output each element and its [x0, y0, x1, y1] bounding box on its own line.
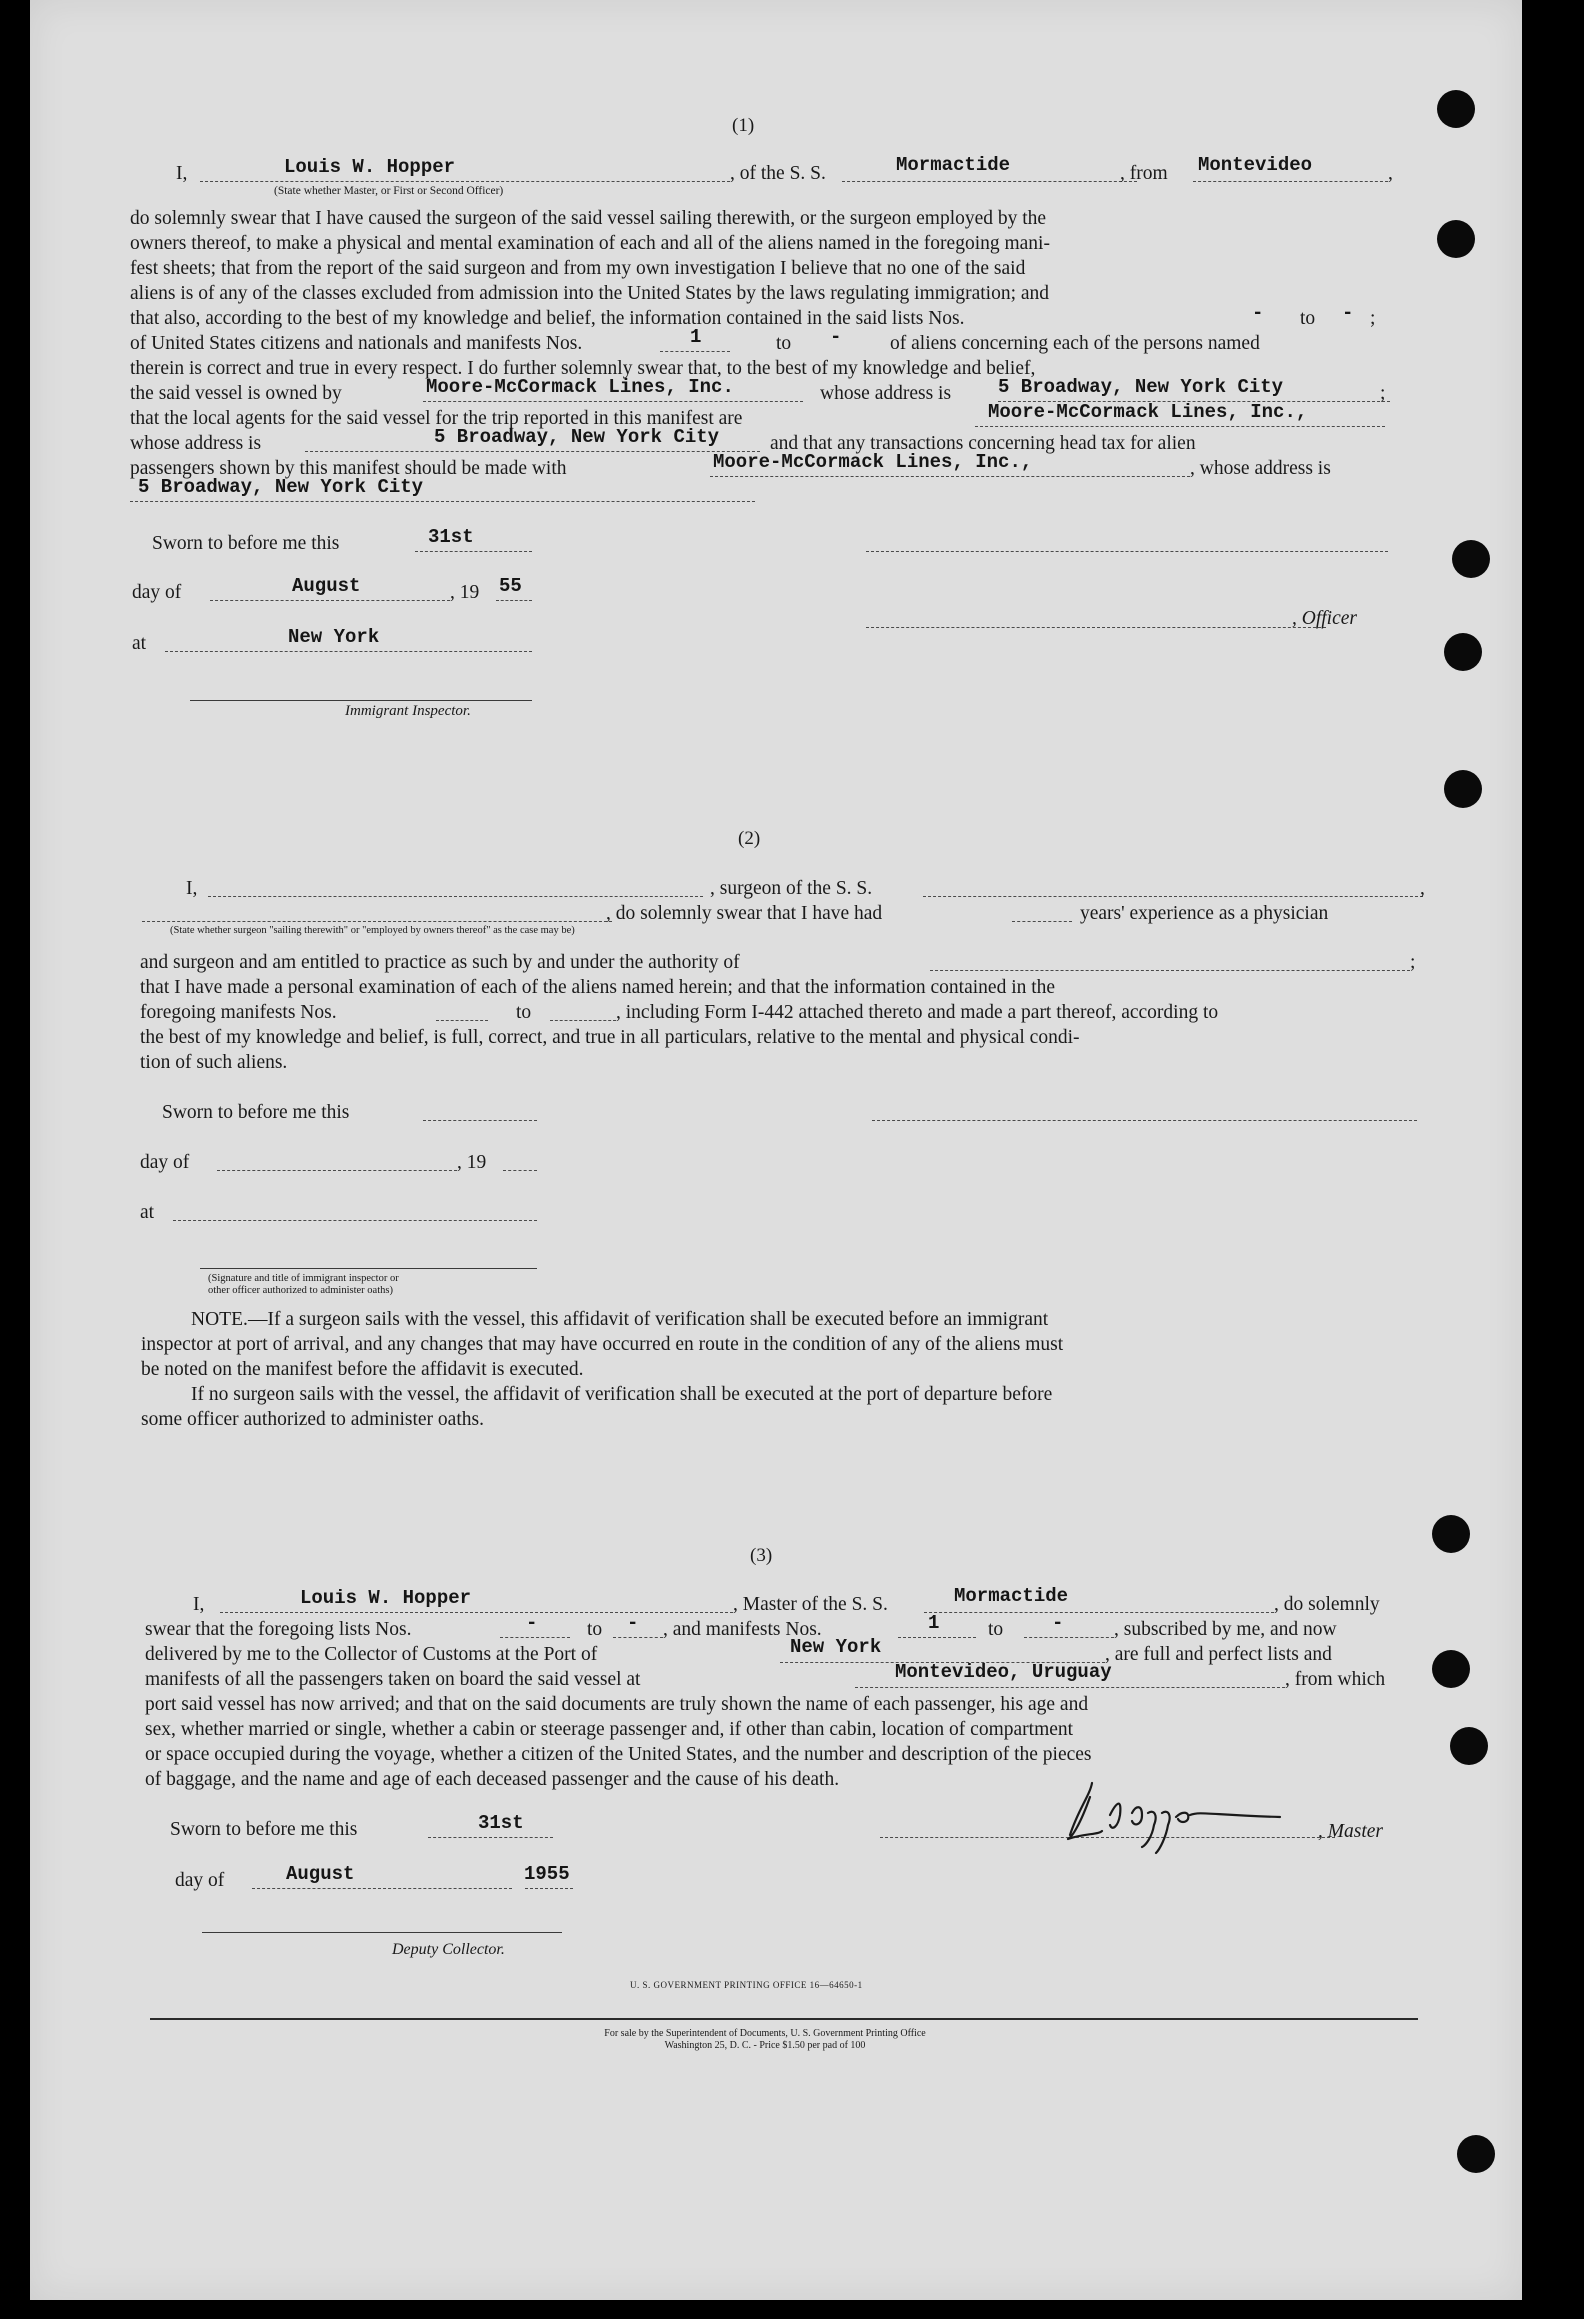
s1-body-line: fest sheets; that from the report of the said surgeon and from my own investigation I believe that no one of the said: [130, 258, 1026, 279]
s3-year-line: [525, 1888, 573, 1889]
at-label: at: [140, 1202, 155, 1223]
owner-line: [423, 401, 803, 402]
to-word: to: [1300, 308, 1316, 329]
note-text: be noted on the manifest before the affidavit is executed.: [141, 1359, 584, 1380]
owner-address: 5 Broadway, New York City: [998, 376, 1284, 398]
note-text: —If a surgeon sails with the vessel, this affidavit of verification shall be executed before an immigrant: [248, 1309, 1049, 1330]
owner: Moore-McCormack Lines, Inc.: [426, 376, 734, 398]
s3-body-line: , and manifests Nos.: [663, 1619, 822, 1640]
officer-signature-line-2: [866, 627, 1326, 628]
s2-month-line: [217, 1170, 457, 1171]
s1-body-line: of United States citizens and nationals and manifests Nos.: [130, 333, 583, 354]
s3-body-line: swear that the foregoing lists Nos.: [145, 1619, 412, 1640]
s1-body-line: of aliens concerning each of the persons named: [890, 333, 1260, 354]
to-word: to: [516, 1002, 532, 1023]
s3-lists-to-line: [613, 1637, 663, 1638]
semicolon: ;: [1370, 308, 1376, 329]
master-name-line: [220, 1612, 733, 1613]
year-prefix: , 19: [457, 1152, 487, 1173]
s3-sworn-day-line: [428, 1837, 553, 1838]
day-of-label: day of: [140, 1152, 190, 1173]
inspector-signature-line: [190, 700, 532, 701]
s2-body-line: tion of such aliens.: [140, 1052, 288, 1073]
officer-label: , Officer: [1292, 608, 1357, 629]
month: August: [292, 575, 361, 597]
surgeon-caption: (State whether surgeon "sailing therewith" or "employed by owners thereof" as the case may be): [170, 925, 575, 936]
s3-body-line: , are full and perfect lists and: [1105, 1644, 1332, 1665]
vessel-name: Mormactide: [896, 154, 1011, 176]
day-of-label: day of: [175, 1870, 225, 1891]
sworn-label: Sworn to before me this: [152, 533, 340, 554]
vessel-line: [842, 181, 1137, 182]
month-line: [210, 600, 450, 601]
place: New York: [288, 626, 380, 648]
lists-to: -: [1342, 302, 1354, 324]
departure: Montevideo, Uruguay: [895, 1661, 1112, 1683]
agents-line: [975, 426, 1385, 427]
s2-place-line: [173, 1220, 537, 1221]
from-port: Montevideo: [1198, 154, 1313, 176]
punch-hole: [1432, 1515, 1470, 1553]
officer-name: Louis W. Hopper: [284, 156, 456, 178]
agents-address: 5 Broadway, New York City: [434, 426, 720, 448]
s3-month: August: [286, 1863, 355, 1885]
from-label: , from: [1120, 163, 1168, 184]
s2-body-line: , including Form I-442 attached thereto and made a part thereof, according to: [616, 1002, 1219, 1023]
note-label: NOTE.: [191, 1309, 248, 1330]
departure-line: [855, 1687, 1285, 1688]
s1-body-line: owners thereof, to make a physical and mental examination of each and all of the aliens named in the foregoing mani-: [130, 233, 1050, 254]
collector-signature-line: [202, 1932, 562, 1933]
port: New York: [790, 1636, 882, 1658]
officer-signature-line-1: [866, 551, 1388, 552]
pronoun: I,: [186, 878, 198, 899]
s1-body-line: passengers shown by this manifest should be made with: [130, 458, 567, 479]
year-suffix: 55: [499, 575, 522, 597]
s3-body-line: or space occupied during the voyage, whether a citizen of the United States, and the number and description of the pieces: [145, 1744, 1092, 1765]
s2-body-line: the best of my knowledge and belief, is full, correct, and true in all particulars, relative to the mental and physical condi-: [140, 1027, 1080, 1048]
s3-manifests-from: 1: [928, 1612, 940, 1634]
sale-notice: Washington 25, D. C. - Price $1.50 per pad of 100: [664, 2040, 866, 2051]
semicolon: ;: [1410, 952, 1416, 973]
s3-manifests-to-line: [1024, 1637, 1114, 1638]
s2-year-line: [503, 1170, 537, 1171]
s3-body-line: , from which: [1285, 1669, 1386, 1690]
officer-name-line: [200, 181, 730, 182]
s3-manifests-from-line: [898, 1637, 976, 1638]
s3-month-line: [252, 1888, 512, 1889]
from-port-line: [1193, 181, 1388, 182]
s1-body-line: do solemnly swear that I have caused the surgeon of the said vessel sailing therewith, or the surgeon employed by the: [130, 208, 1047, 229]
section-1-number: (1): [732, 115, 755, 136]
s3-manifests-to: -: [1052, 1612, 1064, 1634]
solemnly-label: , do solemnly: [1274, 1594, 1380, 1615]
s1-body-line: therein is correct and true in every respect. I do further solemnly swear that, to the best of my knowledge and belief,: [130, 358, 1036, 379]
manifest-form-sheet: [30, 0, 1522, 2300]
s1-body-line: , whose address is: [1190, 458, 1331, 479]
pronoun: I,: [176, 163, 188, 184]
agents: Moore-McCormack Lines, Inc.,: [988, 401, 1308, 423]
master-signature: [1050, 1775, 1300, 1855]
sig-caption: (Signature and title of immigrant inspector or: [208, 1273, 399, 1284]
s2-body-line: and surgeon and am entitled to practice as such by and under the authority of: [140, 952, 740, 973]
section-2-number: (2): [738, 828, 761, 849]
manifests-from-line: [660, 351, 730, 352]
s2-signature-line: [872, 1120, 1417, 1121]
s3-vessel-line: [924, 1612, 1274, 1613]
punch-hole: [1437, 220, 1475, 258]
s1-body-line: that the local agents for the said vessel for the trip reported in this manifest are: [130, 408, 743, 429]
s1-body-line: the said vessel is owned by: [130, 383, 342, 404]
s3-lists-from: -: [526, 1612, 538, 1634]
officer-caption: (State whether Master, or First or Second Officer): [274, 185, 504, 197]
manifests-from: 1: [690, 326, 702, 348]
punch-hole: [1457, 2135, 1495, 2173]
punch-hole: [1452, 540, 1490, 578]
sworn-day-line: [415, 551, 532, 552]
surgeon-vessel-line: [923, 896, 1423, 897]
manifests-to: -: [830, 326, 842, 348]
swear-text: , do solemnly swear that I have had: [606, 903, 883, 924]
year-line: [496, 600, 532, 601]
master-name: Louis W. Hopper: [300, 1587, 472, 1609]
place-line: [165, 651, 532, 652]
to-word: to: [776, 333, 792, 354]
s3-year: 1955: [524, 1863, 570, 1885]
of-ss-label: , of the S. S.: [730, 163, 826, 184]
sig-caption: other officer authorized to administer oaths): [208, 1285, 393, 1296]
headtax-address: 5 Broadway, New York City: [138, 476, 424, 498]
inspector-label: Immigrant Inspector.: [345, 703, 471, 719]
surgeon-of-label: , surgeon of the S. S.: [710, 878, 873, 899]
punch-hole: [1444, 770, 1482, 808]
surgeon-name-line: [208, 896, 703, 897]
to-word: to: [988, 1619, 1004, 1640]
s2-body-line: that I have made a personal examination of each of the aliens named herein; and that the information contained in the: [140, 977, 1056, 998]
s1-body-line: whose address is: [130, 433, 262, 454]
sale-notice: For sale by the Superintendent of Documents, U. S. Government Printing Office: [604, 2028, 926, 2039]
authority-line: [930, 970, 1410, 971]
surgeon-status-line: [142, 921, 612, 922]
note-text: inspector at port of arrival, and any changes that may have occurred en route in the condition of any of the aliens must: [141, 1334, 1064, 1355]
punch-hole: [1450, 1727, 1488, 1765]
headtax-line: [710, 476, 1190, 477]
pronoun: I,: [193, 1594, 205, 1615]
sworn-day: 31st: [428, 526, 474, 548]
s2-body-line: foregoing manifests Nos.: [140, 1002, 337, 1023]
year-prefix: , 19: [450, 582, 480, 603]
section-3-number: (3): [750, 1545, 773, 1566]
years-text: years' experience as a physician: [1080, 903, 1329, 924]
s1-body-line: that also, according to the best of my knowledge and belief, the information contained in the said lists Nos.: [130, 308, 965, 329]
trail-comma: ,: [1420, 878, 1425, 899]
s3-lists-from-line: [500, 1637, 570, 1638]
years-line: [1012, 921, 1072, 922]
sworn-label: Sworn to before me this: [162, 1102, 350, 1123]
punch-hole: [1432, 1650, 1470, 1688]
s3-body-line: delivered by me to the Collector of Customs at the Port of: [145, 1644, 598, 1665]
gpo-code: U. S. GOVERNMENT PRINTING OFFICE 16—64650-1: [630, 1980, 863, 1990]
semicolon: ;: [1380, 383, 1386, 404]
s3-sworn-day: 31st: [478, 1812, 524, 1834]
master-label: , Master: [1318, 1821, 1383, 1842]
s1-body-line: aliens is of any of the classes excluded from admission into the United States by the laws regulating immigration; and: [130, 283, 1050, 304]
collector-label: Deputy Collector.: [392, 1941, 505, 1958]
headtax-address-line: [130, 501, 755, 502]
note-text: some officer authorized to administer oaths.: [141, 1409, 484, 1430]
s3-vessel: Mormactide: [954, 1585, 1069, 1607]
s3-body-line: manifests of all the passengers taken on board the said vessel at: [145, 1669, 641, 1690]
day-of-label: day of: [132, 582, 182, 603]
sworn-label: Sworn to before me this: [170, 1819, 358, 1840]
agents-address-line: [305, 451, 760, 452]
s2-manifests-from-line: [436, 1020, 488, 1021]
s3-body-line: port said vessel has now arrived; and that on the said documents are truly shown the name of each passenger, his age and: [145, 1694, 1089, 1715]
at-label: at: [132, 633, 147, 654]
s3-lists-to: -: [627, 1612, 639, 1634]
lists-from: -: [1252, 302, 1264, 324]
master-of-label: , Master of the S. S.: [733, 1594, 888, 1615]
s1-body-line: whose address is: [820, 383, 952, 404]
note-text: If no surgeon sails with the vessel, the affidavit of verification shall be executed at the port of departure before: [191, 1384, 1053, 1405]
headtax-party: Moore-McCormack Lines, Inc.,: [713, 451, 1033, 473]
s2-sworn-day-line: [423, 1120, 537, 1121]
to-word: to: [587, 1619, 603, 1640]
s3-body-line: sex, whether married or single, whether a cabin or steerage passenger and, if other than cabin, location of compartment: [145, 1719, 1074, 1740]
s2-manifests-to-line: [550, 1020, 616, 1021]
footer-rule: [150, 2018, 1418, 2020]
trail-comma: ,: [1388, 163, 1393, 184]
s1-body-line: and that any transactions concerning head tax for alien: [770, 433, 1196, 454]
s3-body-line: of baggage, and the name and age of each deceased passenger and the cause of his death.: [145, 1769, 840, 1790]
punch-hole: [1444, 633, 1482, 671]
s3-body-line: , subscribed by me, and now: [1114, 1619, 1337, 1640]
punch-hole: [1437, 90, 1475, 128]
s2-inspector-line: [200, 1268, 537, 1269]
